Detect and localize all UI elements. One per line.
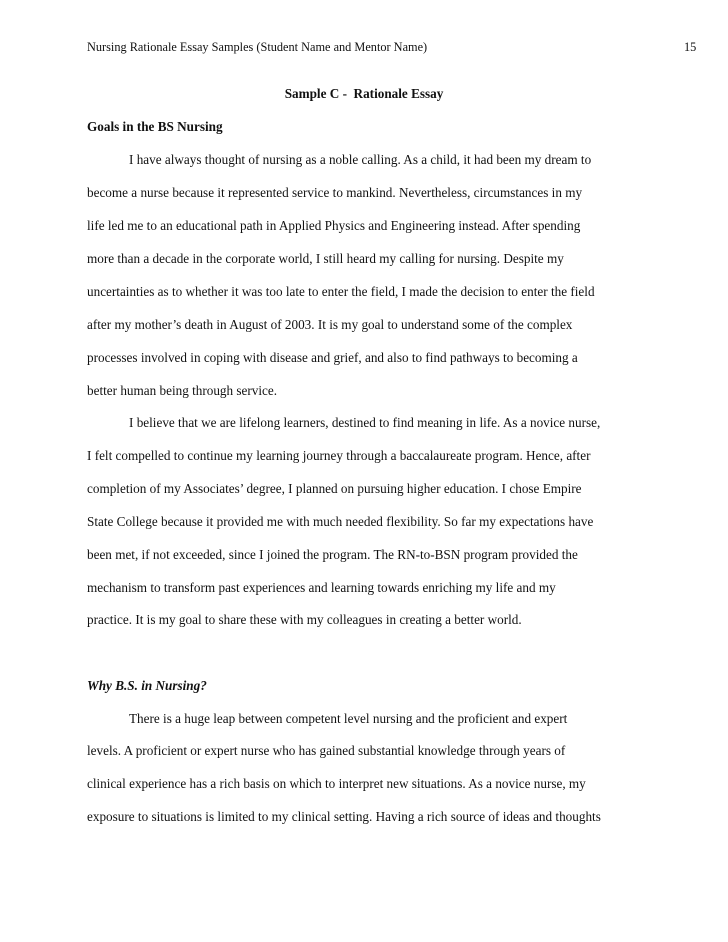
paragraph-line: I felt compelled to continue my learning journey through a baccalaureate program. Hence, after <box>87 448 591 463</box>
paragraph-line: processes involved in coping with disease and grief, and also to find pathways to becoming a <box>87 350 578 365</box>
paragraph-line: I have always thought of nursing as a noble calling. As a child, it had been my dream to <box>129 152 592 167</box>
paragraph-line: mechanism to transform past experiences and learning towards enriching my life and my <box>87 580 556 595</box>
section-heading-goals: Goals in the BS Nursing <box>87 119 223 134</box>
essay-title: Sample C - Rationale Essay <box>284 86 444 101</box>
paragraph-line: There is a huge leap between competent level nursing and the proficient and expert <box>129 711 568 726</box>
paragraph-line: practice. It is my goal to share these with my colleagues in creating a better world. <box>87 612 522 627</box>
running-header: Nursing Rationale Essay Samples (Student Name and Mentor Name) <box>87 40 428 54</box>
paragraph-line: after my mother’s death in August of 2003. It is my goal to understand some of the complex <box>87 317 573 332</box>
paragraph-line: levels. A proficient or expert nurse who has gained substantial knowledge through years of <box>87 743 566 758</box>
paragraph-line: completion of my Associates’ degree, I planned on pursuing higher education. I chose Empire <box>87 481 582 496</box>
paragraph-line: I believe that we are lifelong learners, destined to find meaning in life. As a novice nurse, <box>129 415 601 430</box>
paragraph-line: uncertainties as to whether it was too late to enter the field, I made the decision to enter the field <box>87 284 595 299</box>
paragraph-line: more than a decade in the corporate world, I still heard my calling for nursing. Despite my <box>87 251 564 266</box>
paragraph-line: been met, if not exceeded, since I joined the program. The RN-to-BSN program provided the <box>87 547 578 562</box>
section-heading-why-bs: Why B.S. in Nursing? <box>87 678 207 693</box>
paragraph-line: better human being through service. <box>87 383 278 398</box>
paragraph-line: exposure to situations is limited to my clinical setting. Having a rich source of ideas and thoughts <box>87 809 601 824</box>
paragraph-line: become a nurse because it represented service to mankind. Nevertheless, circumstances in my <box>87 185 583 200</box>
paragraph-line: clinical experience has a rich basis on which to interpret new situations. As a novice nurse, my <box>87 776 586 791</box>
paragraph-line: State College because it provided me with much needed flexibility. So far my expectations have <box>87 514 594 529</box>
page-number: 15 <box>684 40 697 54</box>
paragraph-line: life led me to an educational path in Applied Physics and Engineering instead. After spending <box>87 218 581 233</box>
